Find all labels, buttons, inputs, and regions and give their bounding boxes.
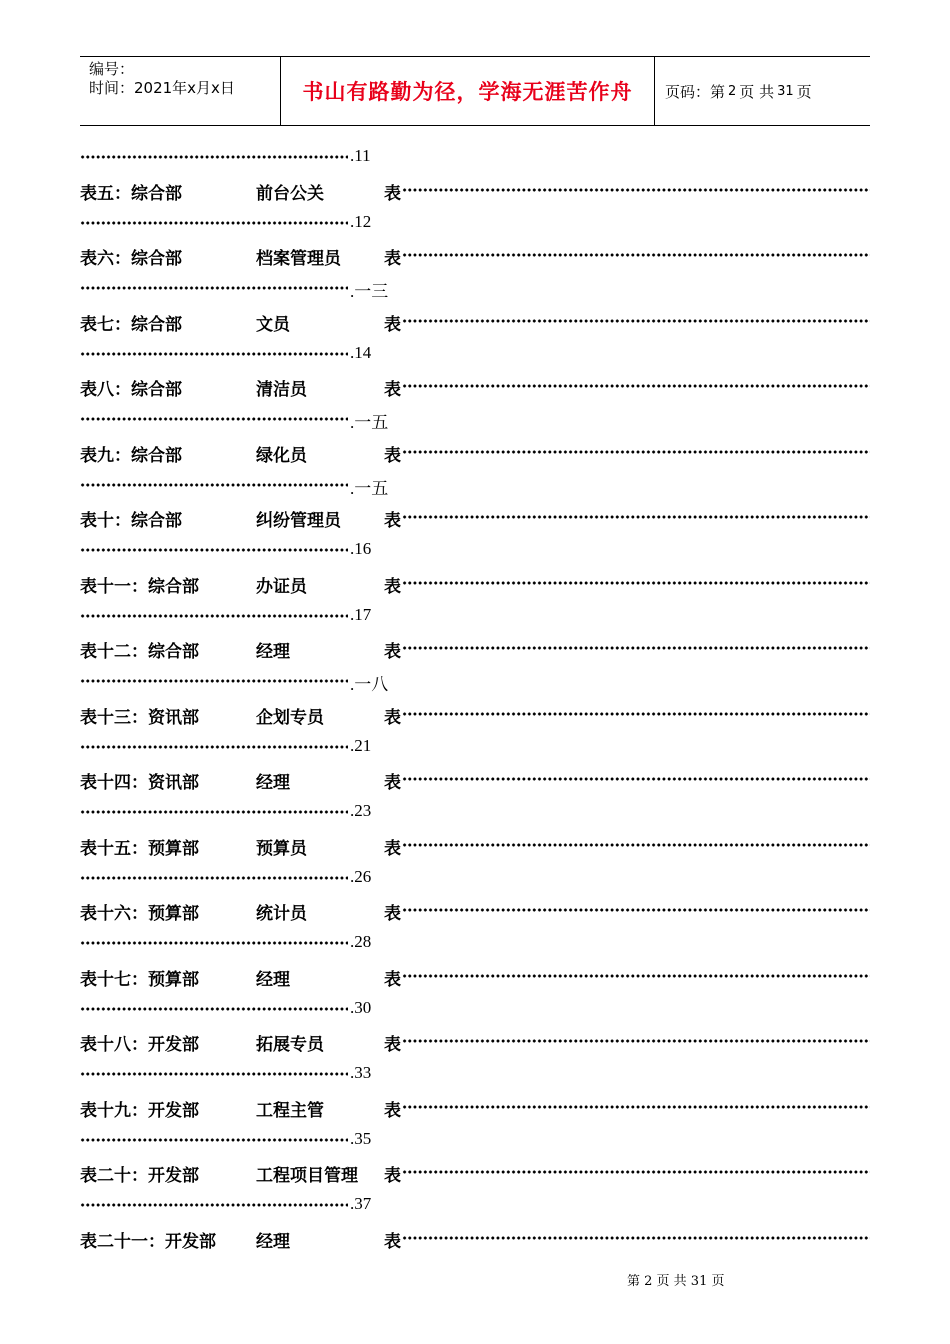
toc-page-number: .一五 [350,413,389,432]
toc-leader [80,274,870,307]
toc-biao-label: 表 [384,576,401,597]
toc-page-number: .35 [350,1128,372,1148]
leader-dots [80,155,348,159]
toc-biao-label: 表 [384,642,401,663]
toc-biao-label: 表 [384,1166,401,1187]
toc-leader [80,733,870,766]
toc-entry[interactable] [80,962,870,995]
page-suffix: 页 [796,82,812,101]
leader-dots [402,777,870,781]
leader-dots [402,1105,870,1109]
toc-role-label: 经理 [256,969,290,990]
toc-role-label: 文员 [256,314,290,335]
toc-role-label: 办证员 [256,576,307,597]
toc-biao-label: 表 [384,183,401,204]
leader-dots [402,581,870,585]
leader-dots [402,712,870,716]
toc-page-number: .一三 [350,282,389,301]
toc-table-label: 表十四：资讯部 [80,773,199,794]
toc-leader [80,1191,870,1224]
leader-dots [80,352,348,356]
toc-table-label: 表十二：综合部 [80,642,199,663]
toc-table-label: 表六：综合部 [80,249,182,270]
page-number: 2 [728,83,737,99]
leader-dots [80,286,348,290]
toc-role-label: 工程项目管理 [256,1166,358,1187]
header-meta [80,57,281,125]
leader-dots [402,843,870,847]
toc-role-label: 绿化员 [256,445,307,466]
table-of-contents [80,143,870,1257]
toc-table-label: 表十八：开发部 [80,1035,199,1056]
toc-page-number: .37 [350,1194,372,1213]
toc-biao-label: 表 [384,707,401,728]
toc-biao-label: 表 [384,511,401,532]
leader-dots [80,483,348,487]
toc-page-number: .30 [350,997,372,1017]
leader-dots [80,941,348,945]
toc-page-number: .28 [350,932,372,951]
leader-dots [80,679,348,683]
leader-dots [80,1138,348,1142]
toc-role-label: 经理 [256,1231,290,1252]
leader-dots [80,810,348,814]
leader-dots [80,548,348,552]
leader-dots [80,1072,348,1076]
leader-dots [80,1007,348,1011]
toc-role-label: 经理 [256,642,290,663]
toc-entry[interactable] [80,241,870,274]
toc-table-label: 表七：综合部 [80,314,182,335]
toc-page-number: .23 [350,801,372,820]
toc-biao-label: 表 [384,314,401,335]
toc-table-label: 表二十：开发部 [80,1166,199,1187]
toc-entry[interactable] [80,831,870,864]
leader-dots [80,614,348,618]
leader-dots [402,908,870,912]
leader-dots [80,221,348,225]
toc-role-label: 清洁员 [256,380,307,401]
toc-page-number: .17 [350,604,372,624]
toc-role-label: 纠纷管理员 [256,511,341,532]
leader-dots [402,1039,870,1043]
toc-role-label: 预算员 [256,838,307,859]
leader-dots [402,974,870,978]
page-mid: 页 共 [739,82,775,101]
leader-dots [402,1170,870,1174]
leader-dots [402,646,870,650]
toc-role-label: 工程主管 [256,1100,324,1121]
toc-leader [80,864,870,897]
page-header [80,56,870,126]
toc-entry[interactable] [80,634,870,667]
toc-table-label: 表九：综合部 [80,445,182,466]
toc-leader [80,798,870,831]
toc-entry[interactable] [80,307,870,340]
toc-biao-label: 表 [384,1231,401,1252]
toc-page-number: .16 [350,539,372,558]
toc-biao-label: 表 [384,380,401,401]
toc-page-number: .12 [350,211,372,231]
leader-dots [402,319,870,323]
toc-page-number: .26 [350,866,372,886]
toc-entry[interactable] [80,1093,870,1126]
header-page-info [655,57,870,125]
leader-dots [80,1203,348,1207]
toc-biao-label: 表 [384,249,401,270]
toc-biao-label: 表 [384,969,401,990]
leader-dots [402,253,870,257]
toc-role-label: 企划专员 [256,707,324,728]
toc-page-number: .21 [350,735,372,755]
toc-role-label: 拓展专员 [256,1035,324,1056]
toc-leader [80,471,870,504]
toc-role-label: 统计员 [256,904,307,925]
toc-biao-label: 表 [384,445,401,466]
time-label: 时间：2021年x月x日 [89,79,235,97]
toc-table-label: 表十五：预算部 [80,838,199,859]
toc-leader-first [80,143,870,176]
leader-dots [80,745,348,749]
leader-dots [402,188,870,192]
toc-entry[interactable] [80,1027,870,1060]
toc-leader [80,340,870,373]
toc-role-label: 档案管理员 [256,249,341,270]
page-footer: 第 2 页 共 31 页 [627,1274,725,1289]
toc-biao-label: 表 [384,1035,401,1056]
number-label: 编号： [89,60,135,78]
toc-entry[interactable] [80,176,870,209]
toc-leader [80,602,870,635]
toc-role-label: 经理 [256,773,290,794]
header-motto: 书山有路勤为径，学海无涯苦作舟 [281,57,655,125]
leader-dots [80,417,348,421]
page-total: 31 [777,83,794,99]
toc-leader [80,929,870,962]
toc-page-number: .一八 [350,675,389,694]
toc-entry[interactable] [80,438,870,471]
page-prefix: 页码：第 [665,82,726,101]
toc-page-number: .33 [350,1063,372,1082]
toc-entry[interactable] [80,569,870,602]
toc-table-label: 表十六：预算部 [80,904,199,925]
toc-entry[interactable] [80,503,870,536]
toc-biao-label: 表 [384,838,401,859]
toc-leader [80,1126,870,1159]
toc-biao-label: 表 [384,773,401,794]
toc-entry[interactable] [80,1224,870,1257]
toc-table-label: 表八：综合部 [80,380,182,401]
leader-dots [402,515,870,519]
toc-biao-label: 表 [384,1100,401,1121]
leader-dots [402,384,870,388]
toc-page-number: .一五 [350,478,389,498]
toc-table-label: 表十一：综合部 [80,576,199,597]
leader-dots [402,1236,870,1240]
toc-leader [80,1060,870,1093]
leader-dots [80,876,348,880]
leader-dots [402,450,870,454]
toc-table-label: 表二十一：开发部 [80,1231,216,1252]
toc-table-label: 表十：综合部 [80,511,182,532]
toc-leader [80,405,870,438]
toc-page-number: .11 [350,146,371,165]
toc-page-number: .14 [350,342,372,362]
toc-entry[interactable] [80,372,870,405]
toc-entry[interactable] [80,1158,870,1191]
toc-leader [80,209,870,242]
toc-table-label: 表十七：预算部 [80,969,199,990]
toc-biao-label: 表 [384,904,401,925]
toc-entry[interactable] [80,896,870,929]
toc-table-label: 表十三：资讯部 [80,707,199,728]
toc-entry[interactable] [80,765,870,798]
toc-table-label: 表十九：开发部 [80,1100,199,1121]
toc-leader [80,995,870,1028]
toc-table-label: 表五：综合部 [80,183,182,204]
toc-leader [80,667,870,700]
toc-entry[interactable] [80,700,870,733]
toc-leader [80,536,870,569]
toc-role-label: 前台公关 [256,183,324,204]
